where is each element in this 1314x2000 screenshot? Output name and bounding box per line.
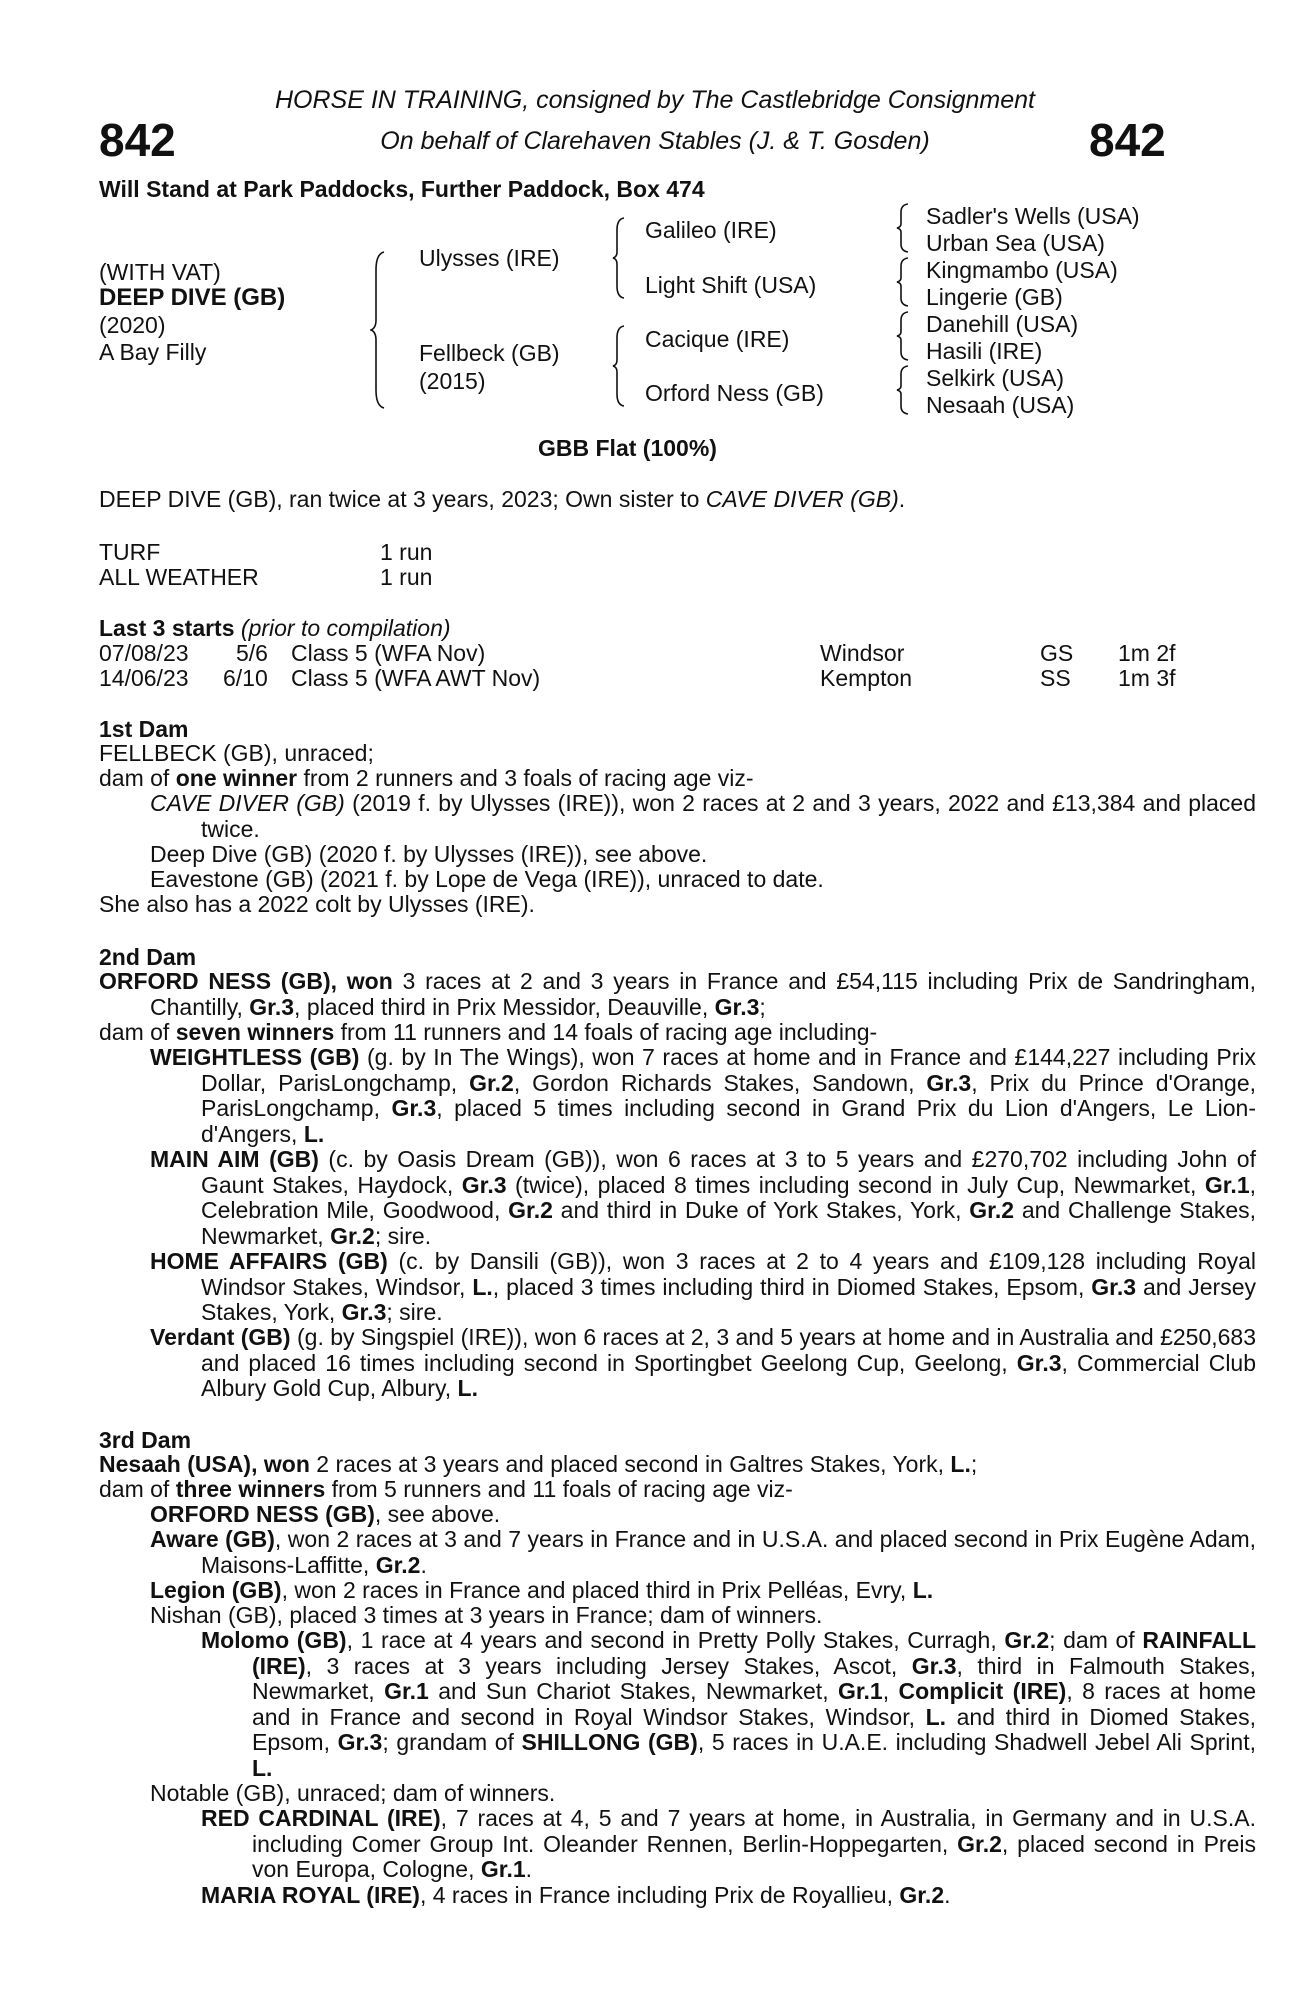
pedigree-brace-gen3-3: [896, 310, 912, 362]
third-dam-heading: 3rd Dam: [99, 1427, 192, 1453]
produce-deep-dive: Deep Dive (GB) (2020 f. by Ulysses (IRE)), see above.: [150, 841, 708, 867]
pedigree-brace-gen3-2: [896, 256, 912, 308]
horse-description: A Bay Filly: [99, 339, 207, 365]
produce-red-cardinal: RED CARDINAL (IRE), 7 races at 4, 5 and 7 years at home, in Australia, in Germany and in U.S.A. including Comer Group Int. Oleander Rennen, Berlin-Hoppegarten, Gr.2, placed second in Preis von Europa, Cologne, Gr.1.: [201, 1805, 1256, 1882]
sire-sire-dam: Urban Sea (USA): [926, 230, 1105, 256]
surface-aw-runs: 1 run: [380, 564, 433, 590]
start-position: 6/10: [223, 665, 268, 691]
sire: Ulysses (IRE): [419, 245, 560, 271]
dam-dam-sire: Selkirk (USA): [926, 365, 1065, 391]
produce-home-affairs: HOME AFFAIRS (GB) (c. by Dansili (GB)), won 3 races at 2 to 4 years and £109,128 including Royal Windsor Stakes, Windsor, L., placed 3 times including third in Diomed Stakes, Epsom, Gr.3 and Jersey Stakes, York, Gr.3; sire.: [150, 1248, 1257, 1325]
horse-name: DEEP DIVE (GB): [99, 284, 286, 311]
lot-number-right: 842: [1089, 114, 1166, 166]
surface-aw: ALL WEATHER: [99, 564, 259, 590]
produce-main-aim: MAIN AIM (GB) (c. by Oasis Dream (GB)), won 6 races at 3 to 5 years and £270,702 including John of Gaunt Stakes, Haydock, Gr.3 (twice), placed 8 times including second in July Cup, Newmarket, Gr.1, Celebration Mile, Goodwood, Gr.2 and third in Duke of York Stakes, York, Gr.2 and Challenge Stakes, Newmarket, Gr.2; sire.: [150, 1146, 1257, 1249]
dam: Fellbeck (GB): [419, 340, 560, 366]
pedigree-brace-gen3-4: [896, 364, 912, 416]
second-dam-record: ORFORD NESS (GB), won 3 races at 2 and 3 years in France and £54,115 including Prix de Sandringham, Chantilly, Gr.3, placed third in Prix Messidor, Deauville, Gr.3;: [99, 968, 1256, 1020]
pedigree-brace-gen3-1: [896, 202, 912, 254]
produce-cave-diver: CAVE DIVER (GB) (2019 f. by Ulysses (IRE)), won 2 races at 2 and 3 years, 2022 and £13,384 and placed twice.: [150, 790, 1257, 842]
dam-sire-dam: Hasili (IRE): [926, 338, 1043, 364]
start-going: SS: [1040, 665, 1071, 691]
third-dam-record: Nesaah (USA), won 2 races at 3 years and placed second in Galtres Stakes, York, L.;: [99, 1451, 978, 1477]
produce-2022-colt: She also has a 2022 colt by Ulysses (IRE).: [99, 891, 535, 917]
horse-year: (2020): [99, 312, 166, 338]
pedigree-brace-dam: [612, 324, 628, 408]
start-course: Kempton: [820, 665, 913, 691]
start-course: Windsor: [820, 640, 905, 666]
pedigree-brace-main: [370, 250, 388, 410]
produce-aware: Aware (GB), won 2 races at 3 and 7 years in France and in U.S.A. and placed second in Prix Eugène Adam, Maisons-Laffitte, Gr.2.: [150, 1526, 1257, 1578]
last-starts-heading: Last 3 starts (prior to compilation): [99, 615, 451, 641]
surface-turf: TURF: [99, 539, 161, 565]
second-dam-heading: 2nd Dam: [99, 944, 197, 970]
gbb-rating: GBB Flat (100%): [538, 435, 717, 461]
sire-dam: Light Shift (USA): [645, 272, 817, 298]
produce-nishan: Nishan (GB), placed 3 times at 3 years in France; dam of winners.: [150, 1602, 823, 1628]
start-date: 07/08/23: [99, 640, 189, 666]
dam-dam: Orford Ness (GB): [645, 380, 824, 406]
start-going: GS: [1040, 640, 1074, 666]
produce-molomo: Molomo (GB), 1 race at 4 years and second in Pretty Polly Stakes, Curragh, Gr.2; dam of RAINFALL (IRE), 3 races at 3 years including Jersey Stakes, Ascot, Gr.3, third in Falmouth Stakes, Newmarket, Gr.1 and Sun Chariot Stakes, Newmarket, Gr.1, Complicit (IRE), 8 races at home and in France and second in Royal Windsor Stakes, Windsor, L. and third in Diomed Stakes, Epsom, Gr.3; grandam of SHILLONG (GB), 5 races in U.A.E. including Shadwell Jebel Ali Sprint, L.: [201, 1627, 1257, 1781]
surface-turf-runs: 1 run: [380, 539, 433, 565]
produce-orford-ness: ORFORD NESS (GB), see above.: [150, 1501, 501, 1527]
third-dam-produce: dam of three winners from 5 runners and 11 foals of racing age viz-: [99, 1476, 793, 1502]
start-distance: 1m 3f: [1118, 665, 1176, 691]
first-dam-heading: 1st Dam: [99, 716, 189, 742]
sire-sire: Galileo (IRE): [645, 217, 777, 243]
produce-maria-royal: MARIA ROYAL (IRE), 4 races in France including Prix de Royallieu, Gr.2.: [201, 1882, 951, 1908]
dam-sire-sire: Danehill (USA): [926, 311, 1079, 337]
produce-notable: Notable (GB), unraced; dam of winners.: [150, 1780, 556, 1806]
pedigree-brace-sire: [612, 216, 628, 300]
vendor-line: On behalf of Clarehaven Stables (J. & T. Gosden): [380, 127, 930, 155]
produce-weightless: WEIGHTLESS (GB) (g. by In The Wings), won 7 races at home and in France and £144,227 including Prix Dollar, ParisLongchamp, Gr.2, Gordon Richards Stakes, Sandown, Gr.3, Prix du Prince d'Orange, ParisLongchamp, Gr.3, placed 5 times including second in Grand Prix du Lion d'Angers, Le Lion-d'Angers, L.: [150, 1044, 1257, 1147]
lot-number-left: 842: [99, 114, 176, 166]
stand-location: Will Stand at Park Paddocks, Further Paddock, Box 474: [99, 176, 705, 202]
sire-dam-sire: Kingmambo (USA): [926, 257, 1118, 283]
produce-verdant: Verdant (GB) (g. by Singspiel (IRE)), won 6 races at 2, 3 and 5 years at home and in Australia and £250,683 and placed 16 times including second in Sportingbet Geelong Cup, Geelong, Gr.3, Commercial Club Albury Gold Cup, Albury, L.: [150, 1324, 1257, 1401]
start-distance: 1m 2f: [1118, 640, 1176, 666]
start-race: Class 5 (WFA AWT Nov): [291, 665, 541, 691]
start-position: 5/6: [236, 640, 268, 666]
vat-note: (WITH VAT): [99, 259, 221, 285]
sire-dam-dam: Lingerie (GB): [926, 284, 1063, 310]
consignor-line: HORSE IN TRAINING, consigned by The Castlebridge Consignment: [274, 86, 1036, 114]
summary-line: DEEP DIVE (GB), ran twice at 3 years, 2023; Own sister to CAVE DIVER (GB).: [99, 486, 906, 512]
first-dam-line: FELLBECK (GB), unraced;: [99, 740, 374, 766]
start-date: 14/06/23: [99, 665, 189, 691]
dam-sire: Cacique (IRE): [645, 326, 790, 352]
sister-name: CAVE DIVER (GB): [705, 486, 899, 512]
first-dam-produce: dam of one winner from 2 runners and 3 foals of racing age viz-: [99, 765, 754, 791]
start-race: Class 5 (WFA Nov): [291, 640, 486, 666]
sire-sire-sire: Sadler's Wells (USA): [926, 203, 1140, 229]
dam-dam-dam: Nesaah (USA): [926, 392, 1075, 418]
dam-year: (2015): [419, 368, 486, 394]
produce-legion: Legion (GB), won 2 races in France and placed third in Prix Pelléas, Evry, L.: [150, 1577, 934, 1603]
produce-eavestone: Eavestone (GB) (2021 f. by Lope de Vega (IRE)), unraced to date.: [150, 866, 824, 892]
second-dam-produce: dam of seven winners from 11 runners and 14 foals of racing age including-: [99, 1019, 878, 1045]
